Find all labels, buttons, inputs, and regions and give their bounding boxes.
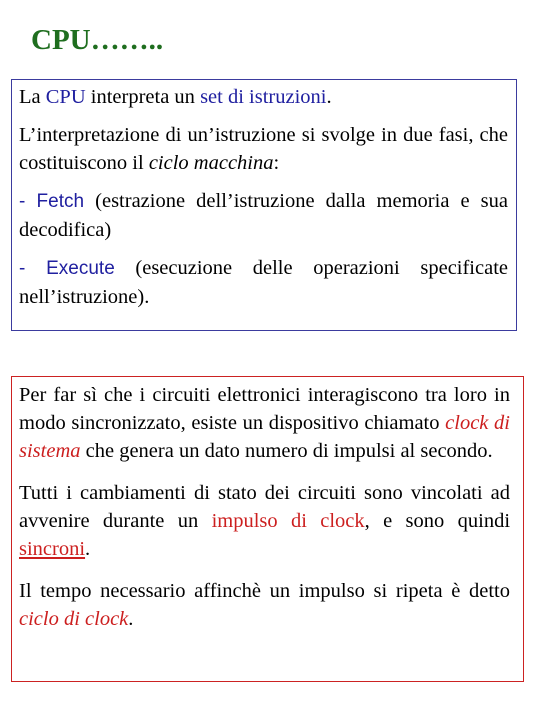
execute-term: - Execute (19, 258, 115, 279)
text-run: La (19, 86, 46, 108)
fetch-term: - Fetch (19, 191, 85, 212)
instruction-set-term: set di istruzioni (200, 86, 327, 108)
cpu-intro-paragraph (19, 83, 508, 111)
text-run: . (85, 538, 91, 560)
system-clock-paragraph (19, 381, 510, 465)
clock-pulse-paragraph (19, 479, 510, 563)
system-clock-term: clock di sistema (19, 412, 510, 462)
text-run: L’interpretazione di un’istruzione si svolge in due fasi, che costituiscono il (19, 124, 508, 174)
text-run: che genera un dato numero di impulsi al secondo. (80, 440, 493, 462)
text-run: , e sono quindi (364, 510, 511, 532)
text-run: interpreta un (85, 86, 201, 108)
clock-pulse-term: impulso di clock (211, 510, 365, 532)
text-run: Il tempo necessario affinchè un impulso si ripeta è detto (19, 580, 510, 602)
text-run: (estrazione dell’istruzione dalla memoria e sua decodifica) (19, 190, 508, 241)
slide-title: CPU…….. (31, 24, 164, 56)
synchronous-term: sincroni (19, 538, 86, 560)
text-run: Per far sì che i circuiti elettronici interagiscono tra loro in modo sincronizzato, esiste un dispositivo chiamato (19, 384, 510, 434)
execute-paragraph (19, 254, 508, 311)
text-run: : (273, 152, 280, 174)
machine-cycle-term: ciclo macchina (148, 152, 274, 174)
fetch-paragraph (19, 187, 508, 244)
machine-cycle-paragraph (19, 121, 508, 177)
text-run: (esecuzione delle operazioni specificate nell’istruzione). (19, 257, 508, 308)
text-run: . (128, 608, 134, 630)
text-run: Tutti i cambiamenti di stato dei circuiti sono vincolati ad avvenire durante un (19, 482, 510, 532)
clock-cycle-term: ciclo di clock (19, 608, 129, 630)
text-run: . (326, 86, 332, 108)
cpu-description-box (11, 79, 517, 331)
cpu-term: CPU (45, 86, 86, 108)
clock-cycle-paragraph (19, 577, 510, 633)
clock-description-box (11, 376, 524, 682)
